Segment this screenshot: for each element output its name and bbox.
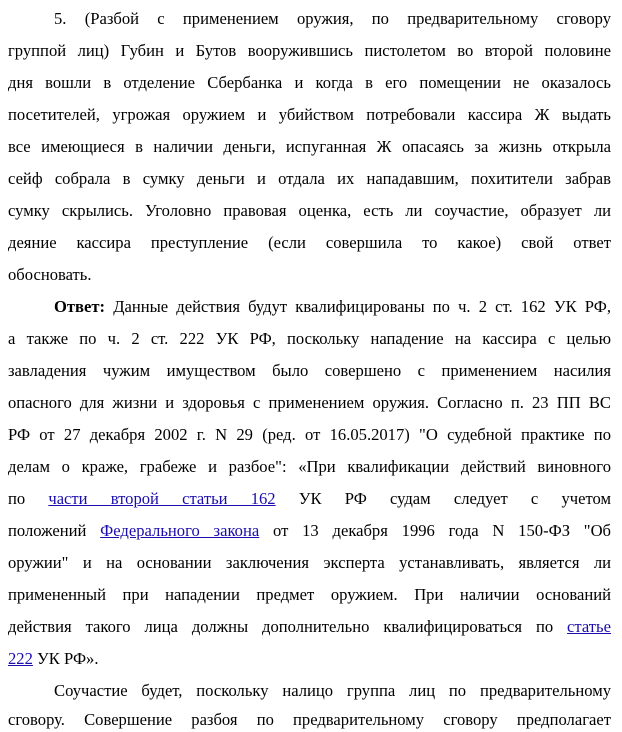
task-line-7: сумку скрылись. Уголовно правовая оценка, есть ли соучастие, образует ли (8, 201, 611, 220)
answer-line-5: РФ от 27 декабря 2002 г. N 29 (ред. от 16.05.2017) "О судебной практике по (8, 425, 611, 444)
answer-line-8-post: от 13 декабря 1996 года N 150-ФЗ "Об (259, 521, 612, 540)
task-line-4: посетителей, угрожая оружием и убийством потребовали кассира Ж выдать (8, 105, 611, 124)
answer-line-10: примененный при нападении предмет оружием. При наличии оснований (8, 585, 611, 604)
answer-line-3: завладения чужим имуществом было совершено с применением насилия (8, 361, 611, 380)
answer-line-7 (8, 487, 611, 511)
link-article-222[interactable]: 222 (8, 649, 33, 668)
link-article[interactable]: статье (567, 617, 611, 636)
task-line-1: 5. (Разбой с применением оружия, по предварительному сговору (54, 9, 611, 28)
answer-line-8 (8, 519, 611, 543)
task-line-6: сейф собрала в сумку деньги и отдала их нападавшим, похитители забрав (8, 169, 611, 188)
answer-line-1-text: Данные действия будут квалифицированы по ч. 2 ст. 162 УК РФ, (105, 297, 611, 316)
answer-line-1 (54, 295, 611, 319)
task-line-8: деяние кассира преступление (если совершила то какое) свой ответ (8, 233, 611, 252)
task-line-2: группой лиц) Губин и Бутов вооружившись пистолетом во второй половине (8, 41, 611, 60)
link-federal-law[interactable]: Федерального закона (100, 521, 260, 540)
answer-line-7-pre: по (8, 489, 49, 508)
task-line-5: все имеющиеся в наличии деньги, испуганная Ж опасаясь за жизнь открыла (8, 137, 611, 156)
task-line-9: обосновать. (8, 265, 92, 284)
task-line-3: дня вошли в отделение Сбербанка и когда в его помещении не оказалось (8, 73, 611, 92)
answer-line-6: делам о краже, грабеже и разбое": «При квалификации действий виновного (8, 457, 611, 476)
answer-line-8-pre: положений (8, 521, 101, 540)
answer-line-9: оружии" и на основании заключения эксперта устанавливать, является ли (8, 553, 611, 572)
answer-line-2: а также по ч. 2 ст. 222 УК РФ, поскольку нападение на кассира с целью (8, 329, 611, 348)
answer-line-7-post: УК РФ судам следует с учетом (275, 489, 611, 508)
complicity-line-1: Соучастие будет, поскольку налицо группа лиц по предварительному (54, 681, 611, 700)
complicity-line-2: сговору. Совершение разбоя по предварительному сговору предполагает (8, 710, 611, 729)
answer-line-12-post: УК РФ». (32, 649, 99, 668)
answer-line-11 (8, 615, 611, 639)
answer-line-4: опасного для жизни и здоровья с применением оружия. Согласно п. 23 ПП ВС (8, 393, 611, 412)
answer-label: Ответ: (54, 297, 106, 316)
answer-line-11-pre: действия такого лица должны дополнительно квалифицироваться по (8, 617, 568, 636)
answer-line-12 (8, 647, 611, 671)
link-part-two-article-162[interactable]: части второй статьи 162 (48, 489, 276, 508)
